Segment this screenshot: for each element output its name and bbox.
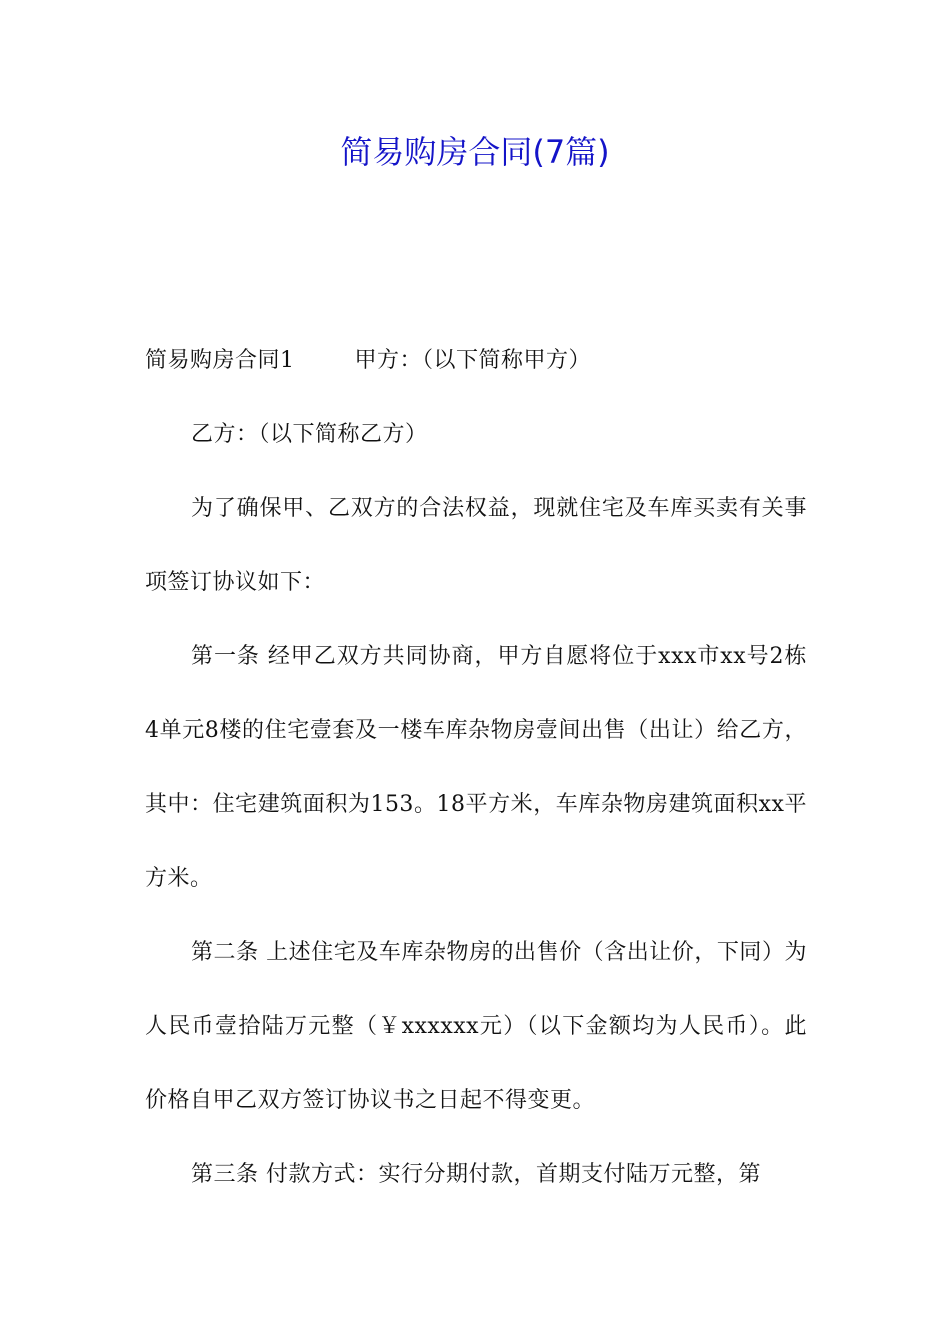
article-2-paragraph: 第二条 上述住宅及车库杂物房的出售价（含出让价，下同）为人民币壹拾陆万元整（￥xxxxxx元）（以下金额均为人民币）。此价格自甲乙双方签订协议书之日起不得变更。	[145, 940, 807, 1113]
document-title: 简易购房合同(7篇)	[340, 133, 610, 171]
article-1-paragraph: 第一条 经甲乙双方共同协商，甲方自愿将位于xxx市xx号2栋4单元8楼的住宅壹套及一楼车库杂物房壹间出售（出让）给乙方，其中：住宅建筑面积为153。18平方米，车库杂物房建筑面积xx平方米。	[145, 644, 807, 891]
party-b-line: 乙方：（以下简称乙方）	[191, 422, 428, 447]
heading-line	[145, 324, 807, 398]
contract-label: 简易购房合同1	[145, 348, 295, 373]
document-body	[145, 324, 807, 1212]
article-3-paragraph: 第三条 付款方式：实行分期付款，首期支付陆万元整，第	[191, 1162, 761, 1187]
party-a-line: 甲方：（以下简称甲方）	[354, 348, 592, 373]
preamble-paragraph: 为了确保甲、乙双方的合法权益，现就住宅及车库买卖有关事项签订协议如下：	[145, 496, 807, 595]
